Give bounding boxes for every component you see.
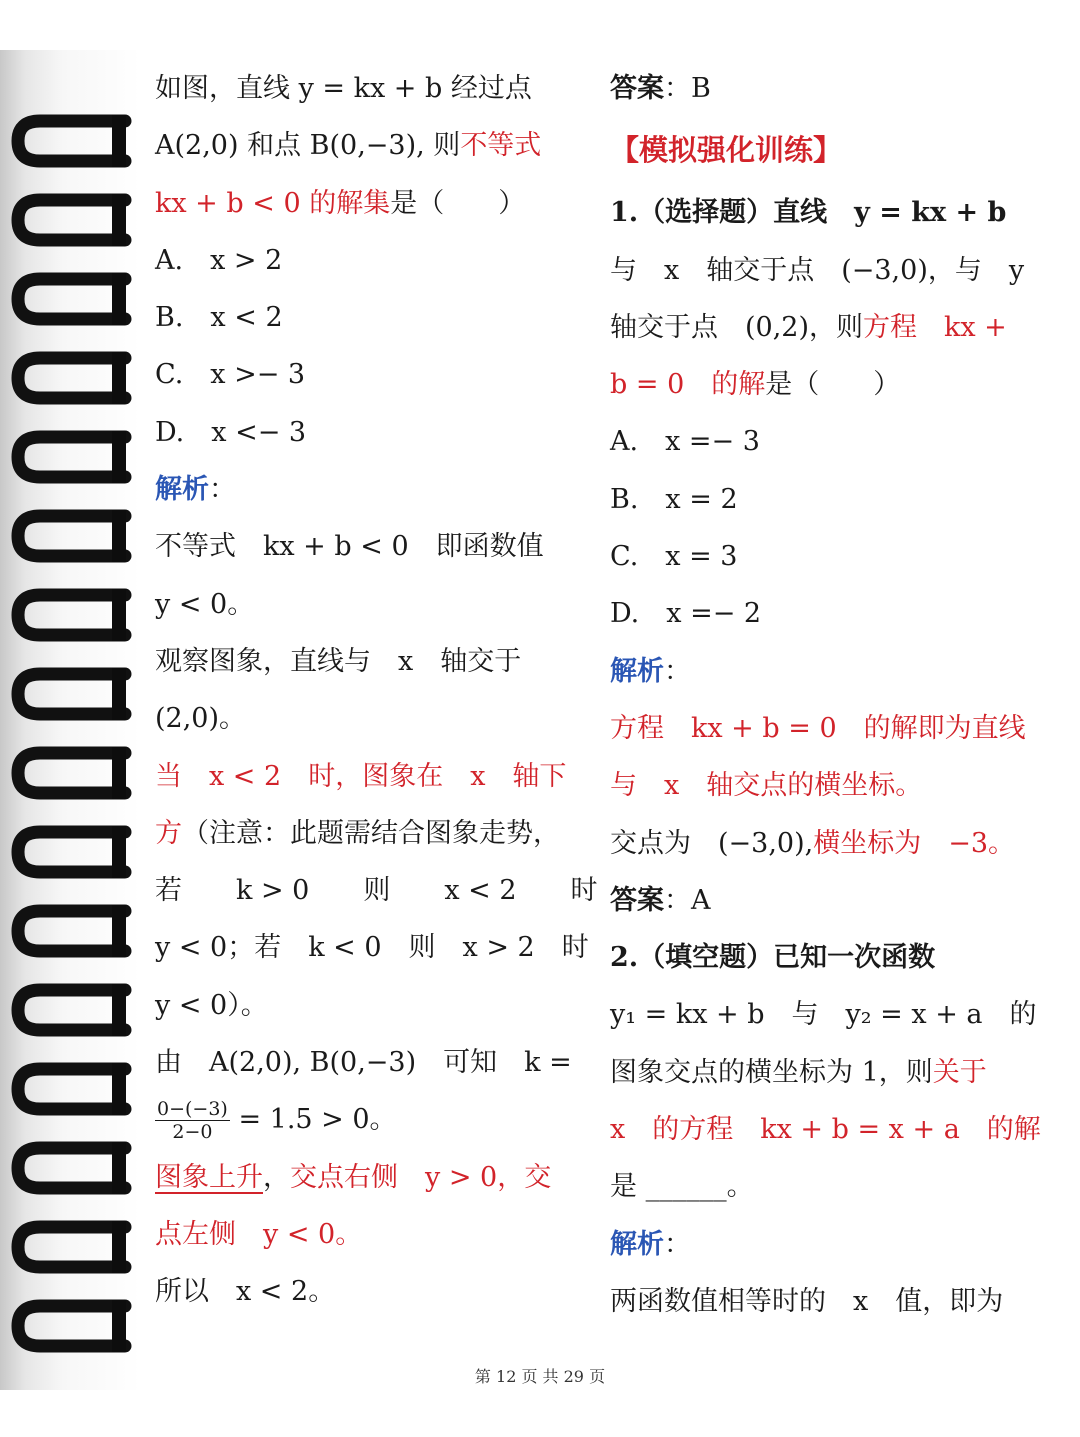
binding-hole (112, 747, 126, 799)
question-line: 是 ______。 (610, 1171, 754, 1203)
option-b: B. x < 2 (155, 302, 283, 334)
spiral-binding (0, 50, 140, 1390)
answer-line: 答案：A (610, 884, 711, 916)
analysis-line: 两函数值相等时的 x 值，即为 (610, 1285, 1004, 1317)
analysis-highlight-line: 图象上升，交点右侧 y > 0，交 (155, 1161, 552, 1193)
question-line: 轴交于点 (0,2)，则方程 kx + (610, 311, 1007, 343)
spiral-ring (18, 1227, 125, 1267)
binding-hole (112, 589, 126, 641)
underlined-text: 图象上升 (155, 1161, 263, 1193)
binding-hole (112, 1142, 126, 1194)
section-title: 【模拟强化训练】 (610, 133, 843, 168)
fraction-numerator: 0−(−3) (157, 1098, 228, 1121)
spiral-ring (18, 1069, 125, 1109)
analysis-highlight-line: 方程 kx + b = 0 的解即为直线 (610, 712, 1026, 744)
question-line: 如图，直线 y = kx + b 经过点 (155, 73, 532, 104)
analysis-line: 由 A(2,0), B(0,−3) 可知 k = (155, 1047, 572, 1079)
conclusion-line: 所以 x < 2。 (155, 1276, 336, 1308)
fraction-denominator: 2−0 (172, 1121, 213, 1144)
option-b: B. x = 2 (610, 483, 738, 515)
binding-hole (112, 352, 126, 404)
spiral-ring (18, 832, 125, 872)
binding-hole (112, 1221, 126, 1273)
analysis-highlight-line: 当 x < 2 时，图象在 x 轴下 (155, 760, 567, 792)
question-line: b = 0 的解是（ ） (610, 369, 901, 401)
answer-line: 答案：B (610, 73, 711, 104)
analysis-highlight-line: 与 x 轴交点的横坐标。 (610, 770, 923, 802)
option-a: A. x > 2 (155, 244, 283, 276)
spiral-ring (18, 1306, 125, 1346)
answer-label: 答案 (610, 884, 664, 916)
analysis-heading: 解析： (610, 1228, 691, 1260)
analysis-line: y < 0）。 (155, 989, 268, 1021)
analysis-highlight-line: 点左侧 y < 0。 (155, 1218, 363, 1250)
binding-hole (112, 668, 126, 720)
analysis-line: (2,0)。 (155, 703, 247, 735)
question-line: A(2,0) 和点 B(0,−3), 则不等式 (155, 130, 542, 162)
analysis-heading: 解析： (610, 655, 691, 687)
spiral-rings-graphic (0, 50, 140, 1390)
spiral-ring (18, 674, 125, 714)
analysis-line: 若 k > 0 则 x < 2 时 (155, 875, 598, 907)
analysis-line: 观察图象，直线与 x 轴交于 (155, 645, 522, 677)
spiral-ring (18, 279, 125, 319)
question-line: y₁ = kx + b 与 y₂ = x + a 的 (610, 999, 1037, 1031)
spiral-ring (18, 911, 125, 951)
right-column (610, 60, 1040, 1330)
binding-hole (112, 273, 126, 325)
question-line: 与 x 轴交于点 (−3,0)，与 y (610, 254, 1025, 286)
option-c: C. x >− 3 (155, 359, 306, 391)
highlight-text: 不等式 (460, 130, 542, 162)
binding-hole (112, 1300, 126, 1352)
question-line: kx + b < 0 的解集是（ ） (155, 187, 526, 219)
spiral-ring (18, 1148, 125, 1188)
spiral-ring (18, 358, 125, 398)
analysis-line: 方（注意：此题需结合图象走势， (155, 817, 560, 849)
spiral-ring (18, 516, 125, 556)
spiral-ring (18, 990, 125, 1030)
question-line: 1.（选择题）直线 y = kx + b (610, 197, 1007, 229)
highlight-text: 方程 kx + (863, 311, 1007, 343)
binding-hole (112, 510, 126, 562)
option-a: A. x =− 3 (610, 426, 760, 458)
binding-hole (112, 905, 126, 957)
spiral-ring (18, 595, 125, 635)
analysis-heading: 解析： (155, 474, 236, 506)
analysis-line: y < 0。 (155, 588, 255, 620)
question-highlight-line: x 的方程 kx + b = x + a 的解 (610, 1114, 1041, 1146)
binding-hole (112, 194, 126, 246)
question-line: 图象交点的横坐标为 1，则关于 (610, 1056, 987, 1088)
fraction-line: $\frac{0-(-3)}{2-0}$ = 1.5 > 0。 (157, 1098, 397, 1144)
analysis-line: y < 0；若 k < 0 则 x > 2 时 (155, 932, 589, 964)
left-column (155, 60, 598, 1321)
spiral-ring (18, 121, 125, 161)
binding-hole (112, 826, 126, 878)
answer-label: 答案 (610, 73, 664, 104)
option-d: D. x =− 2 (610, 598, 762, 630)
question-line: 2.（填空题）已知一次函数 (610, 942, 936, 974)
highlight-text: 关于 (932, 1056, 987, 1088)
spiral-ring (18, 200, 125, 240)
binding-hole (112, 431, 126, 483)
option-d: D. x <− 3 (155, 416, 307, 448)
spiral-ring (18, 437, 125, 477)
highlight-text: b = 0 的解 (610, 369, 766, 401)
binding-hole (112, 984, 126, 1036)
option-c: C. x = 3 (610, 541, 738, 573)
analysis-line: 交点为 (−3,0),横坐标为 −3。 (610, 827, 1016, 859)
fraction (155, 1098, 230, 1143)
binding-hole (112, 1063, 126, 1115)
analysis-line: 不等式 kx + b < 0 即函数值 (155, 531, 544, 563)
spiral-ring (18, 753, 125, 793)
highlight-text: kx + b < 0 的解集 (155, 187, 391, 219)
binding-hole (112, 115, 126, 167)
page-footer: 第 12 页 共 29 页 (474, 1367, 606, 1386)
